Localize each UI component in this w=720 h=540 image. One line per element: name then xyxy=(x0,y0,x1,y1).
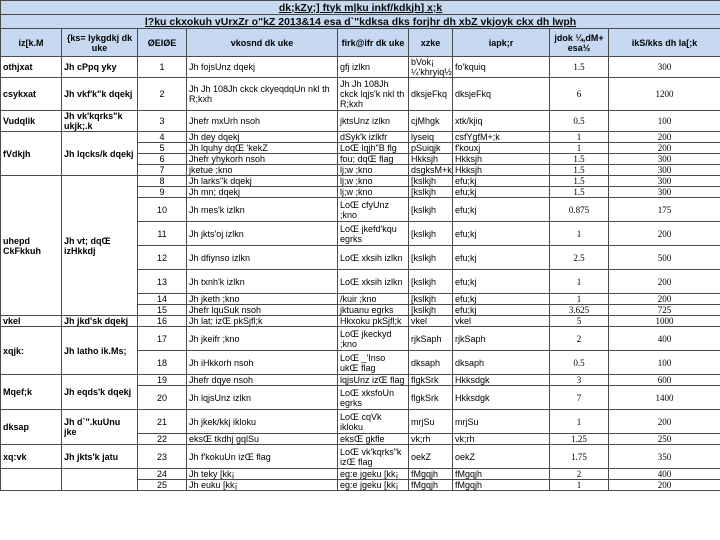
advisor-cell: Jh d`".kuUnu jke xyxy=(62,410,138,445)
area-cell: 5 xyxy=(550,316,609,327)
column-header: {ks= lykgdkj dk uke xyxy=(62,29,138,57)
advisor-cell: Jh vk'kqrks"k ukjk;.k xyxy=(62,111,138,132)
area-cell: 1 xyxy=(550,410,609,434)
column-header: iapk;r xyxy=(453,29,550,57)
plants-cell: 1000 xyxy=(609,316,720,327)
father-name-cell: Jh Jh 108Jh ckck lqjs'k nkl th R;kxh xyxy=(338,78,409,111)
serial-cell: 4 xyxy=(138,132,187,143)
father-name-cell: Hkxoku pkSjfl;k xyxy=(338,316,409,327)
father-name-cell: LoŒ xksih izlkn xyxy=(338,270,409,294)
village-cell: [kslkjh xyxy=(409,305,453,316)
table-row xyxy=(1,57,720,78)
area-cell: 1.5 xyxy=(550,57,609,78)
area-cell: 1 xyxy=(550,480,609,491)
village-cell: vkel xyxy=(409,316,453,327)
plants-cell: 250 xyxy=(609,434,720,445)
panchayat-cell: efu;kj xyxy=(453,270,550,294)
village-cell: lyseiq xyxy=(409,132,453,143)
father-name-cell: jktuanu egrks xyxy=(338,305,409,316)
serial-cell: 5 xyxy=(138,143,187,154)
serial-cell: 25 xyxy=(138,480,187,491)
father-name-cell: lj;w ;kno xyxy=(338,176,409,187)
panchayat-cell: Hkksdgk xyxy=(453,386,550,410)
applicant-name-cell: Jh Jh 108Jh ckck ckyeqdqUn nkl th R;kxh xyxy=(187,78,338,111)
column-header: iz[k.M xyxy=(1,29,62,57)
plants-cell: 300 xyxy=(609,154,720,165)
father-name-cell: lj;w ;kno xyxy=(338,165,409,176)
applicant-name-cell: Jh fojsUnz dqekj xyxy=(187,57,338,78)
table-row xyxy=(1,78,720,111)
serial-cell: 7 xyxy=(138,165,187,176)
block-cell: Mqef;k xyxy=(1,375,62,410)
advisor-cell: Jh cPpq yky xyxy=(62,57,138,78)
father-name-cell: LoŒ jkefd'kqu egrks xyxy=(338,222,409,246)
father-name-cell: eksŒ gkfle xyxy=(338,434,409,445)
serial-cell: 20 xyxy=(138,386,187,410)
applicant-name-cell: Jh mes'k izlkn xyxy=(187,198,338,222)
area-cell: 0.875 xyxy=(550,198,609,222)
block-cell: xqjk: xyxy=(1,327,62,375)
panchayat-cell: efu;kj xyxy=(453,187,550,198)
area-cell: 3 xyxy=(550,375,609,386)
advisor-cell: Jh vkf'k"k dqekj xyxy=(62,78,138,111)
father-name-cell: gfj izlkn xyxy=(338,57,409,78)
panchayat-cell: Hkksjh xyxy=(453,165,550,176)
village-cell: fMgqjh xyxy=(409,469,453,480)
plants-cell: 200 xyxy=(609,410,720,434)
village-cell: rjkSaph xyxy=(409,327,453,351)
area-cell: 1.25 xyxy=(550,434,609,445)
plants-cell: 175 xyxy=(609,198,720,222)
serial-cell: 13 xyxy=(138,270,187,294)
panchayat-cell: dksaph xyxy=(453,351,550,375)
village-cell: [kslkjh xyxy=(409,294,453,305)
block-cell: othjxat xyxy=(1,57,62,78)
village-cell: [kslkjh xyxy=(409,222,453,246)
title-line-1: dk;kZy;] ftyk m|ku inkf/kdkjh] x;k xyxy=(1,1,720,15)
father-name-cell: LoŒ cfyUnz ;kno xyxy=(338,198,409,222)
panchayat-cell: fMgqjh xyxy=(453,480,550,491)
father-name-cell: lj;w ;kno xyxy=(338,187,409,198)
applicant-name-cell: Jh teky [kk¡ xyxy=(187,469,338,480)
plants-cell: 300 xyxy=(609,57,720,78)
panchayat-cell: dksjeFkq xyxy=(453,78,550,111)
block-cell: uhepd CkFkkuh xyxy=(1,176,62,316)
village-cell: [kslkjh xyxy=(409,187,453,198)
serial-cell: 17 xyxy=(138,327,187,351)
father-name-cell: LoŒ vk'kqrks"k izŒ flag xyxy=(338,445,409,469)
plants-cell: 100 xyxy=(609,111,720,132)
village-cell: mrjSu xyxy=(409,410,453,434)
table-row xyxy=(1,445,720,469)
panchayat-cell: xtk/kjiq xyxy=(453,111,550,132)
plants-cell: 400 xyxy=(609,327,720,351)
village-cell: cjMhgk xyxy=(409,111,453,132)
applicant-name-cell: Jh lat; izŒ pkSjfl;k xyxy=(187,316,338,327)
village-cell: flgkSrk xyxy=(409,375,453,386)
area-cell: 1.5 xyxy=(550,176,609,187)
applicant-name-cell: Jh mn; dqekj xyxy=(187,187,338,198)
applicant-name-cell: Jhefr dqye nsoh xyxy=(187,375,338,386)
serial-cell: 11 xyxy=(138,222,187,246)
panchayat-cell: rjkSaph xyxy=(453,327,550,351)
serial-cell: 10 xyxy=(138,198,187,222)
serial-cell: 16 xyxy=(138,316,187,327)
area-cell: 2.5 xyxy=(550,246,609,270)
block-cell: csykxat xyxy=(1,78,62,111)
panchayat-cell: Hkksdgk xyxy=(453,375,550,386)
block-cell: Vudqlik xyxy=(1,111,62,132)
applicant-name-cell: Jh jkeifr ;kno xyxy=(187,327,338,351)
serial-cell: 19 xyxy=(138,375,187,386)
father-name-cell: jktsUnz izlkn xyxy=(338,111,409,132)
block-cell xyxy=(1,469,62,491)
applicant-name-cell: eksŒ tkdhj gqlSu xyxy=(187,434,338,445)
plants-cell: 725 xyxy=(609,305,720,316)
village-cell: [kslkjh xyxy=(409,176,453,187)
panchayat-cell: efu;kj xyxy=(453,294,550,305)
panchayat-cell: fo'kquiq xyxy=(453,57,550,78)
area-cell: 1.5 xyxy=(550,165,609,176)
area-cell: 7 xyxy=(550,386,609,410)
title-line-2: l?ku ckxokuh vUrxZr o"kZ 2013&14 esa d`"kdksa dks forjhr dh xbZ vkjoyk ckx dh lwph xyxy=(1,15,720,29)
father-name-cell: eg:e jgeku [kk¡ xyxy=(338,480,409,491)
plants-cell: 200 xyxy=(609,143,720,154)
serial-cell: 23 xyxy=(138,445,187,469)
father-name-cell: LoŒ lqjh"B flg xyxy=(338,143,409,154)
block-cell: dksap xyxy=(1,410,62,445)
applicant-name-cell: Jh dfiynso izlkn xyxy=(187,246,338,270)
block-cell: xq:vk xyxy=(1,445,62,469)
applicant-name-cell: Jh txnh'k izlkn xyxy=(187,270,338,294)
area-cell: 2 xyxy=(550,327,609,351)
applicant-name-cell: Jh lquhy dqŒ 'kekZ xyxy=(187,143,338,154)
panchayat-cell: efu;kj xyxy=(453,198,550,222)
serial-cell: 21 xyxy=(138,410,187,434)
applicant-name-cell: Jh jketh ;kno xyxy=(187,294,338,305)
applicant-name-cell: Jh dey dqekj xyxy=(187,132,338,143)
plants-cell: 350 xyxy=(609,445,720,469)
plants-cell: 500 xyxy=(609,246,720,270)
column-header: ØEIØE xyxy=(138,29,187,57)
plants-cell: 200 xyxy=(609,270,720,294)
area-cell: 2 xyxy=(550,469,609,480)
panchayat-cell: vk;rh xyxy=(453,434,550,445)
table-row xyxy=(1,111,720,132)
area-cell: 1.5 xyxy=(550,187,609,198)
father-name-cell: LoŒ cqVk ikloku xyxy=(338,410,409,434)
village-cell: dksaph xyxy=(409,351,453,375)
serial-cell: 18 xyxy=(138,351,187,375)
advisor-cell xyxy=(62,469,138,491)
village-cell: Hkksjh xyxy=(409,154,453,165)
area-cell: 3.625 xyxy=(550,305,609,316)
table-row xyxy=(1,375,720,386)
serial-cell: 8 xyxy=(138,176,187,187)
area-cell: 1.75 xyxy=(550,445,609,469)
village-cell: pSuiqjk xyxy=(409,143,453,154)
father-name-cell: fou; dqŒ flag xyxy=(338,154,409,165)
area-cell: 0.5 xyxy=(550,111,609,132)
table-row xyxy=(1,316,720,327)
panchayat-cell: Hkksjh xyxy=(453,154,550,165)
plants-cell: 200 xyxy=(609,294,720,305)
area-cell: 1 xyxy=(550,222,609,246)
father-name-cell: LoŒ xksfoUn egrks xyxy=(338,386,409,410)
plants-cell: 200 xyxy=(609,132,720,143)
applicant-name-cell: Jh lqjsUnz izlkn xyxy=(187,386,338,410)
serial-cell: 2 xyxy=(138,78,187,111)
village-cell: bVok¡ ¼'khryiq½ xyxy=(409,57,453,78)
advisor-cell: Jh latho ik.Ms; xyxy=(62,327,138,375)
father-name-cell: LoŒ _'Inso ukŒ flag xyxy=(338,351,409,375)
table-row xyxy=(1,410,720,434)
serial-cell: 14 xyxy=(138,294,187,305)
panchayat-cell: vkel xyxy=(453,316,550,327)
serial-cell: 9 xyxy=(138,187,187,198)
applicant-name-cell: jketue ;kno xyxy=(187,165,338,176)
table-row xyxy=(1,327,720,351)
advisor-cell: Jh jkd'sk dqekj xyxy=(62,316,138,327)
column-header: firk@ifr dk uke xyxy=(338,29,409,57)
table-row xyxy=(1,132,720,143)
advisor-cell: Jh vt; dqŒ izHkkdj xyxy=(62,176,138,316)
column-header: vkosnd dk uke xyxy=(187,29,338,57)
advisor-cell: Jh jkts'k jatu xyxy=(62,445,138,469)
applicant-name-cell: Jhefr lquSuk nsoh xyxy=(187,305,338,316)
serial-cell: 22 xyxy=(138,434,187,445)
area-cell: 1 xyxy=(550,143,609,154)
applicant-name-cell: Jh jkek/kkj ikloku xyxy=(187,410,338,434)
serial-cell: 24 xyxy=(138,469,187,480)
table-row xyxy=(1,469,720,480)
plants-cell: 300 xyxy=(609,165,720,176)
serial-cell: 15 xyxy=(138,305,187,316)
applicant-name-cell: Jh larks"k dqekj xyxy=(187,176,338,187)
area-cell: 1 xyxy=(550,132,609,143)
father-name-cell: LoŒ jkeckyd ;kno xyxy=(338,327,409,351)
village-cell: dksjeFkq xyxy=(409,78,453,111)
advisor-cell: Jh eqds'k dqekj xyxy=(62,375,138,410)
plants-cell: 400 xyxy=(609,469,720,480)
village-cell: oekZ xyxy=(409,445,453,469)
father-name-cell: /kuir ;kno xyxy=(338,294,409,305)
plants-cell: 200 xyxy=(609,222,720,246)
panchayat-cell: efu;kj xyxy=(453,305,550,316)
father-name-cell: eg:e jgeku [kk¡ xyxy=(338,469,409,480)
block-cell: vkel xyxy=(1,316,62,327)
serial-cell: 12 xyxy=(138,246,187,270)
panchayat-cell: efu;kj xyxy=(453,222,550,246)
village-cell: [kslkjh xyxy=(409,198,453,222)
applicant-name-cell: Jh jkts'oj izlkn xyxy=(187,222,338,246)
column-header: ikS/kks dh la[;k xyxy=(609,29,720,57)
area-cell: 1 xyxy=(550,294,609,305)
panchayat-cell: f'kouxj xyxy=(453,143,550,154)
area-cell: 6 xyxy=(550,78,609,111)
plants-cell: 1200 xyxy=(609,78,720,111)
area-cell: 0.5 xyxy=(550,351,609,375)
village-cell: dsgksM+k xyxy=(409,165,453,176)
panchayat-cell: efu;kj xyxy=(453,246,550,270)
applicant-name-cell: Jh f'kokuUn izŒ flag xyxy=(187,445,338,469)
area-cell: 1 xyxy=(550,270,609,294)
village-cell: vk;rh xyxy=(409,434,453,445)
serial-cell: 1 xyxy=(138,57,187,78)
table-row xyxy=(1,176,720,187)
area-cell: 1.5 xyxy=(550,154,609,165)
applicant-name-cell: Jhefr mxUrh nsoh xyxy=(187,111,338,132)
father-name-cell: LoŒ xksih izlkn xyxy=(338,246,409,270)
panchayat-cell: efu;kj xyxy=(453,176,550,187)
village-cell: fMgqjh xyxy=(409,480,453,491)
panchayat-cell: mrjSu xyxy=(453,410,550,434)
column-header: jdok ¼,dM+ esa½ xyxy=(550,29,609,57)
panchayat-cell: fMgqjh xyxy=(453,469,550,480)
father-name-cell: dSyk'k izlkfr xyxy=(338,132,409,143)
advisor-cell: Jh lqcks/k dqekj xyxy=(62,132,138,176)
plants-cell: 200 xyxy=(609,480,720,491)
plants-cell: 300 xyxy=(609,176,720,187)
applicant-name-cell: Jh euku [kk¡ xyxy=(187,480,338,491)
plants-cell: 100 xyxy=(609,351,720,375)
column-header: xzke xyxy=(409,29,453,57)
plants-cell: 1400 xyxy=(609,386,720,410)
block-cell: fVdkjh xyxy=(1,132,62,176)
serial-cell: 6 xyxy=(138,154,187,165)
father-name-cell: lqjsUnz izŒ flag xyxy=(338,375,409,386)
panchayat-cell: csfYgfM+;k xyxy=(453,132,550,143)
village-cell: [kslkjh xyxy=(409,270,453,294)
serial-cell: 3 xyxy=(138,111,187,132)
village-cell: flgkSrk xyxy=(409,386,453,410)
applicant-name-cell: Jh iHkkorh nsoh xyxy=(187,351,338,375)
applicant-name-cell: Jhefr yhykorh nsoh xyxy=(187,154,338,165)
plants-cell: 300 xyxy=(609,187,720,198)
plants-cell: 600 xyxy=(609,375,720,386)
panchayat-cell: oekZ xyxy=(453,445,550,469)
village-cell: [kslkjh xyxy=(409,246,453,270)
